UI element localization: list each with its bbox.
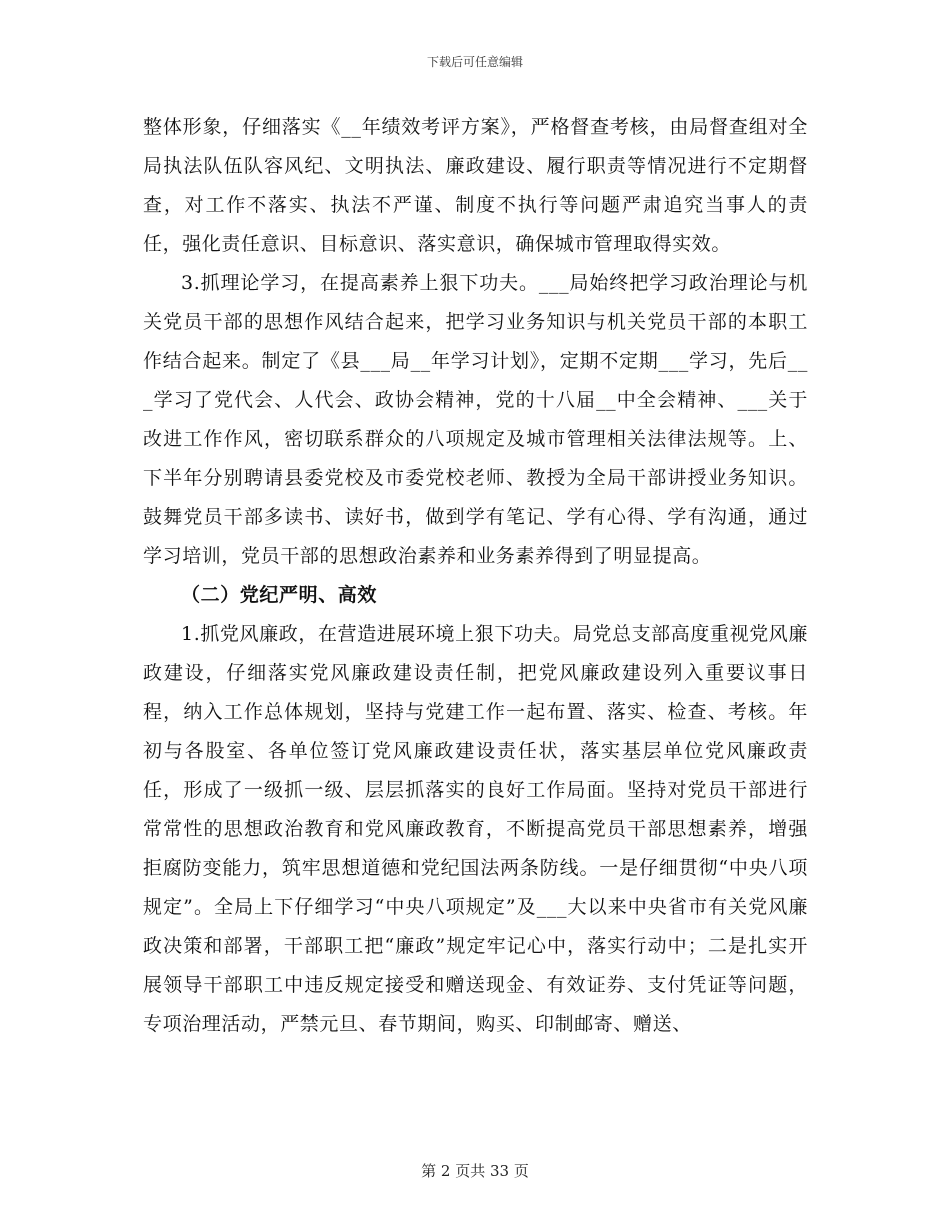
paragraph-party-integrity: 1.抓党风廉政，在营造进展环境上狠下功夫。局党总支部高度重视党风廉政建设，仔细落实党风廉政建设责任制，把党风廉政建设列入重要议事日程，纳入工作总体规划，坚持与党建工作一起布置、落实、检查、考核。年初与各股室、各单位签订党风廉政建设责任状，落实基层单位党风廉政责任，形成了一级抓一级、层层抓落实的良好工作局面。坚持对党员干部进行常常性的思想政治教育和党风廉政教育，不断提高党员干部思想素养，增强拒腐防变能力，筑牢思想道德和党纪国法两条防线。一是仔细贯彻“中央八项规定”。全局上下仔细学习“中央八项规定”及___大以来中央省市有关党风廉政决策和部署，干部职工把“廉政”规定牢记心中，落实行动中；二是扎实开展领导干部职工中违反规定接受和赠送现金、有效证券、支付凭证等问题，专项治理活动，严禁元旦、春节期间，购买、印制邮寄、赠送、 (143, 623, 808, 1035)
paragraph-continuation: 整体形象，仔细落实《__年绩效考评方案》，严格督查考核，由局督查组对全局执法队伍队容风纪、文明执法、廉政建设、履行职责等情况进行不定期督查，对工作不落实、执法不严谨、制度不执行等问题严肃追究当事人的责任，强化责任意识、目标意识、落实意识，确保城市管理取得实效。 (143, 116, 808, 255)
paragraph-theory-study: 3.抓理论学习，在提高素养上狠下功夫。___局始终把学习政治理论与机关党员干部的思想作风结合起来，把学习业务知识与机关党员干部的本职工作结合起来。制定了《县___局__年学习计划》，定期不定期___学习，先后___学习了党代会、人代会、政协会精神，党的十八届__中全会精神、___关于改进工作作风，密切联系群众的八项规定及城市管理相关法律法规等。上、下半年分别聘请县委党校及市委党校老师、教授为全局干部讲授业务知识。鼓舞党员干部多读书、读好书，做到学有笔记、学有心得、学有沟通，通过学习培训，党员干部的思想政治素养和业务素养得到了明显提高。 (143, 272, 808, 567)
document-body (143, 108, 808, 1044)
header-note: 下载后可任意编辑 (426, 55, 523, 69)
page-number: 第 2 页共 33 页 (421, 1162, 529, 1180)
section-heading: （二）党纪严明、高效 (181, 584, 378, 606)
